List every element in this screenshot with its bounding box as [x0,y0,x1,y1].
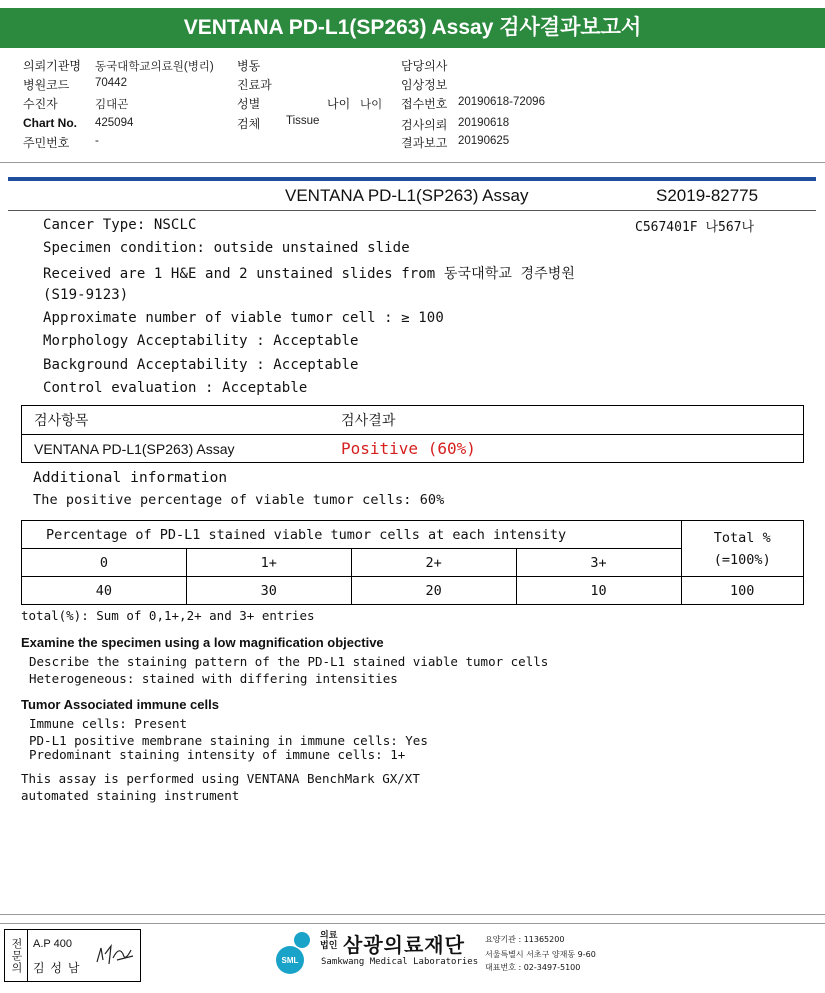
collector-label: 수진자 [23,97,58,111]
footer-divider [0,914,825,915]
blue-rule [8,177,816,181]
examine-heading: Examine the specimen using a low magnification objective [21,635,384,650]
assay-divider [8,210,816,211]
request-value: 20190618 [458,117,510,129]
intensity-header: Percentage of PD-L1 stained viable tumor cells at each intensity [46,526,567,543]
value-total: 100 [681,577,804,605]
ward-label: 병동 [237,59,261,73]
report-number: S2019-82775 [656,186,759,205]
line-received: Received are 1 H&E and 2 unstained slides from 동국대학교 경주병원 [43,266,575,282]
result-col-result: 검사결과 [341,413,396,429]
org-info-2: 서울특별시 서초구 양재동 9-60 [485,950,596,959]
signature-name: 김 성 남 [33,961,81,975]
chart-label: Chart No. [23,116,77,130]
examine-line-1: Describe the staining pattern of the PD-L1 stained viable tumor cells [29,654,549,669]
handwritten-signature [93,940,137,972]
report-value: 20190625 [458,135,510,147]
line-background: Background Acceptability : Acceptable [43,357,359,373]
line-specimen-condition: Specimen condition: outside unstained slide [43,240,410,256]
org-english-name: Samkwang Medical Laboratories [321,957,479,967]
org-small-1: 의료 [320,931,338,941]
rrn-value: - [95,135,99,147]
org-info-1: 요양기관 : 11365200 [485,935,565,944]
specimen-label: 검체 [237,117,261,131]
dept-label: 진료과 [237,78,272,92]
rrn-label: 주민번호 [23,136,70,150]
code-value: 70442 [95,77,127,89]
request-label: 검사의뢰 [401,118,448,132]
level-0: 0 [22,549,187,577]
signature-ap: A.P 400 [33,938,72,950]
level-3: 3+ [516,549,681,577]
total-label-2: (=100%) [713,551,771,568]
institution-value: 동국대학교의료원(병리) [95,61,214,73]
header-divider [0,162,825,163]
logo-text: SML [281,956,299,965]
org-small-2: 법인 [320,941,338,951]
footer-note-1: This assay is performed using VENTANA BenchMark GX/XT [21,771,420,786]
sex-label: 성별 [237,97,261,111]
report-label: 결과보고 [401,136,448,150]
org-info-3: 대표번호 : 02-3497-5100 [485,963,581,972]
institution-label: 의뢰기관명 [23,59,81,73]
result-item: VENTANA PD-L1(SP263) Assay [34,441,235,457]
receipt-value: 20190618-72096 [458,96,545,108]
report-title: VENTANA PD-L1(SP263) Assay 검사결과보고서 [0,8,825,48]
assay-name: VENTANA PD-L1(SP263) Assay [285,186,529,205]
value-2: 20 [351,577,516,605]
immune-line-2: PD-L1 positive membrane staining in immune cells: Yes [29,733,428,748]
value-3: 10 [516,577,681,605]
result-col-item: 검사항목 [34,413,89,429]
level-2: 2+ [351,549,516,577]
line-slide-id: (S19-9123) [43,287,129,303]
result-table [21,405,804,463]
total-label-1: Total % [713,529,771,546]
value-0: 40 [22,577,187,605]
chart-value: 425094 [95,117,134,129]
immune-line-3: Predominant staining intensity of immune cells: 1+ [29,747,406,762]
examine-line-2: Heterogeneous: stained with differing intensities [29,671,398,686]
age-value: 나이 [360,99,383,111]
org-name: 삼광의료재단 [343,933,465,957]
line-control: Control evaluation : Acceptable [43,380,308,396]
clinical-label: 임상정보 [401,78,448,92]
immune-line-1: Immune cells: Present [29,716,188,731]
value-1: 30 [186,577,351,605]
level-1: 1+ [186,549,351,577]
result-positive: Positive (60%) [341,439,476,458]
sml-logo-icon [268,928,318,978]
footer-divider-2 [0,923,825,924]
line-cancer-type: Cancer Type: NSCLC [43,217,197,233]
line-morphology: Morphology Acceptability : Acceptable [43,333,359,349]
intensity-table [21,520,804,605]
footer-note-2: automated staining instrument [21,788,240,803]
line-viable-cells: Approximate number of viable tumor cell : ≥ 100 [43,310,444,326]
collector-value: 김대곤 [95,99,129,111]
specimen-value: Tissue [286,115,320,127]
signature-box [4,929,141,982]
total-note: total(%): Sum of 0,1+,2+ and 3+ entries [21,608,315,623]
age-label: 나이 [327,97,351,111]
additional-text: The positive percentage of viable tumor cells: 60% [33,492,445,508]
additional-heading: Additional information [33,470,228,486]
specialist-label: 전문의 [5,930,28,981]
doctor-label: 담당의사 [401,59,448,73]
receipt-label: 접수번호 [401,97,448,111]
sub-code: C567401F 나567나 [635,220,755,235]
code-label: 병원코드 [23,78,70,92]
immune-heading: Tumor Associated immune cells [21,697,219,712]
